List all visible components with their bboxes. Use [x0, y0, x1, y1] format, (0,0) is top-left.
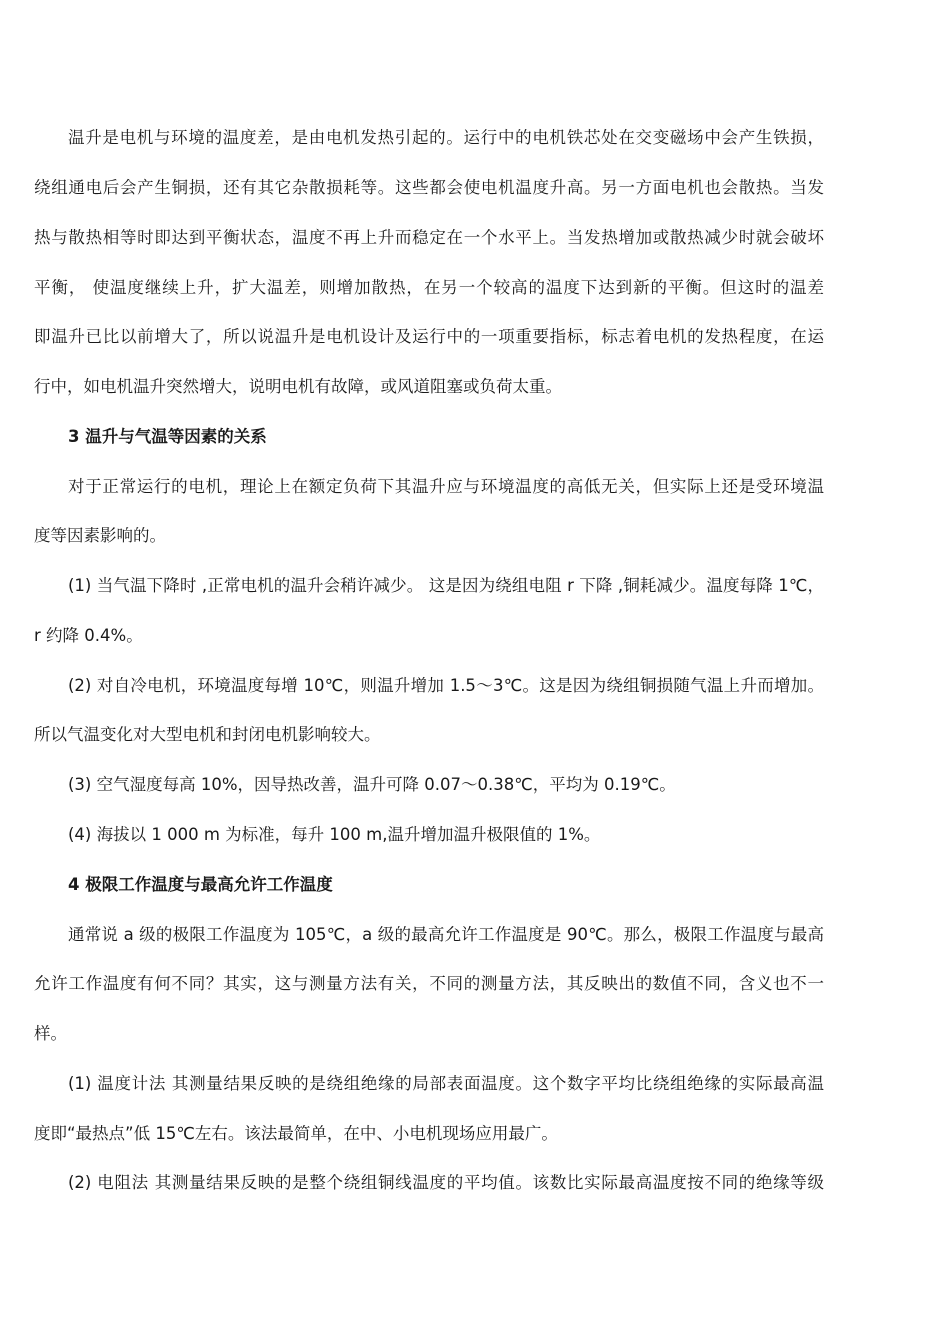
paragraph-line: 度等因素影响的。	[34, 526, 166, 545]
list-item-line: 度即“最热点”低 15℃左右。该法最简单，在中、小电机现场应用最广。	[34, 1124, 558, 1143]
section-heading: 3 温升与气温等因素的关系	[68, 427, 267, 446]
paragraph-line: 热与散热相等时即达到平衡状态，温度不再上升而稳定在一个水平上。当发热增加或散热减少时就会破坏	[34, 228, 824, 247]
paragraph-line: 行中，如电机温升突然增大，说明电机有故障，或风道阻塞或负荷太重。	[34, 377, 562, 396]
list-item-line: (2) 对自冷电机，环境温度每增 10℃，则温升增加 1.5～3℃。这是因为绕组铜损随气温上升而增加。	[68, 676, 824, 695]
list-item-line: (1) 当气温下降时 ,正常电机的温升会稍许减少。 这是因为绕组电阻 r 下降 ,铜耗减少。温度每降 1℃，	[68, 576, 824, 595]
list-item-line: (4) 海拔以 1 000 m 为标准，每升 100 m,温升增加温升极限值的 1%。	[68, 825, 601, 844]
section-heading: 4 极限工作温度与最高允许工作温度	[68, 875, 333, 894]
list-item-line: (1) 温度计法 其测量结果反映的是绕组绝缘的局部表面温度。这个数字平均比绕组绝缘的实际最高温	[68, 1074, 824, 1093]
list-item-line: r 约降 0.4%。	[34, 626, 143, 645]
list-item-line: (2) 电阻法 其测量结果反映的是整个绕组铜线温度的平均值。该数比实际最高温度按不同的绝缘等级	[68, 1173, 824, 1192]
paragraph-line: 温升是电机与环境的温度差，是由电机发热引起的。运行中的电机铁芯处在交变磁场中会产生铁损，	[68, 128, 824, 147]
paragraph-line: 样。	[34, 1024, 67, 1043]
paragraph-line: 对于正常运行的电机，理论上在额定负荷下其温升应与环境温度的高低无关，但实际上还是受环境温	[68, 477, 824, 496]
paragraph-line: 即温升已比以前增大了，所以说温升是电机设计及运行中的一项重要指标，标志着电机的发热程度，在运	[34, 327, 824, 346]
list-item-line: 所以气温变化对大型电机和封闭电机影响较大。	[34, 725, 381, 744]
paragraph-line: 平衡， 使温度继续上升，扩大温差，则增加散热，在另一个较高的温度下达到新的平衡。但这时的温差	[34, 278, 824, 297]
paragraph-line: 允许工作温度有何不同？其实，这与测量方法有关，不同的测量方法，其反映出的数值不同，含义也不一	[34, 974, 824, 993]
paragraph-line: 通常说 a 级的极限工作温度为 105℃，a 级的最高允许工作温度是 90℃。那么，极限工作温度与最高	[68, 925, 824, 944]
list-item-line: (3) 空气湿度每高 10%，因导热改善，温升可降 0.07～0.38℃，平均为 0.19℃。	[68, 775, 676, 794]
paragraph-line: 绕组通电后会产生铜损，还有其它杂散损耗等。这些都会使电机温度升高。另一方面电机也会散热。当发	[34, 178, 824, 197]
